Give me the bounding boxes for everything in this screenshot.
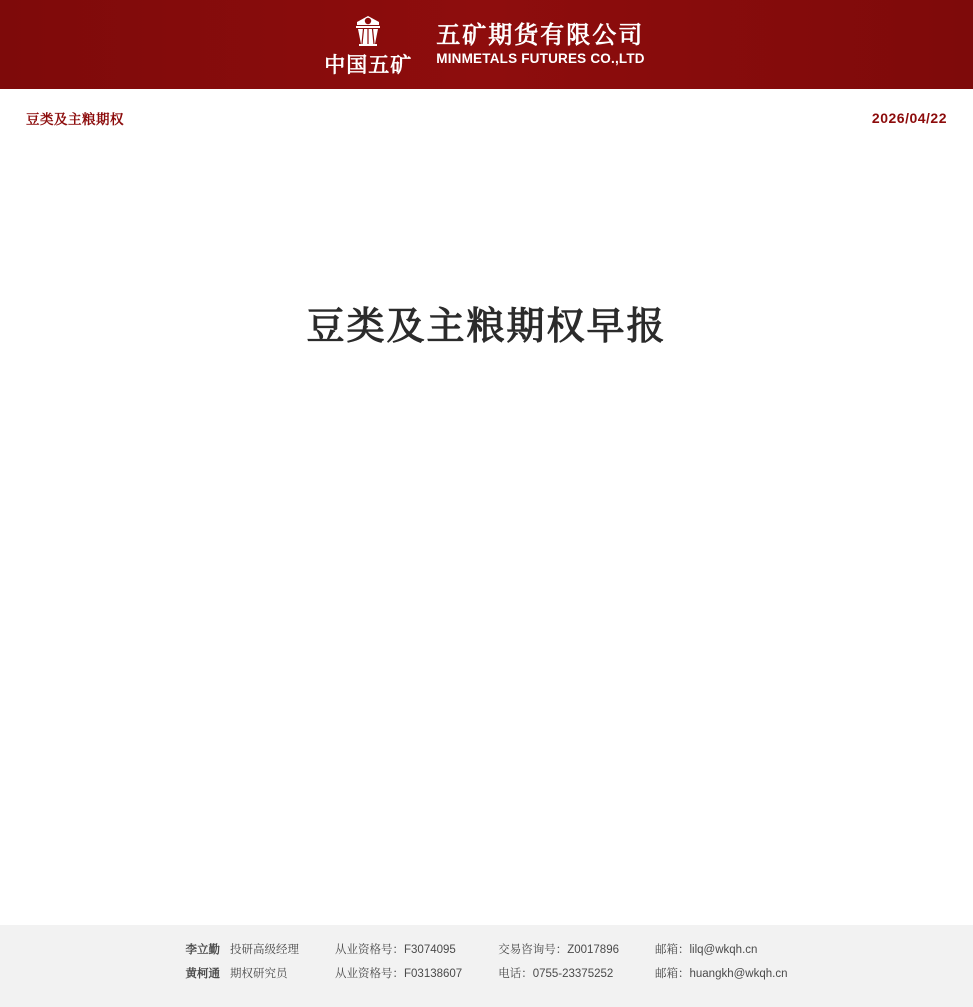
analyst-contact: 邮箱：lilq@wkqh.cn bbox=[655, 944, 758, 956]
logo-block bbox=[316, 13, 420, 76]
analyst-name: 黄柯通 bbox=[185, 968, 220, 980]
report-category: 豆类及主粮期权 bbox=[26, 112, 124, 127]
analyst-extra: 电话：0755-23375252 bbox=[498, 968, 614, 980]
page-title: 豆类及主粮期权早报 bbox=[306, 306, 667, 348]
minmetals-wheel-logo-icon bbox=[348, 13, 388, 53]
footer-contacts-table bbox=[186, 937, 788, 985]
analyst-extra: 交易咨询号：Z0017896 bbox=[498, 944, 619, 956]
analyst-license: 从业资格号：F03138607 bbox=[335, 968, 463, 980]
brand-lockup bbox=[316, 13, 644, 76]
table-row bbox=[186, 961, 788, 985]
table-row bbox=[186, 937, 788, 961]
page-footer bbox=[0, 925, 973, 1007]
analyst-contact: 邮箱：huangkh@wkqh.cn bbox=[655, 968, 788, 980]
analyst-role: 期权研究员 bbox=[230, 968, 288, 980]
analyst-name: 李立勤 bbox=[185, 944, 220, 956]
company-name-cn: 五矿期货有限公司 bbox=[436, 21, 645, 49]
analyst-role: 投研高级经理 bbox=[230, 944, 299, 956]
brand-text bbox=[434, 22, 644, 68]
company-name-en: MINMETALS FUTURES CO.,LTD bbox=[436, 51, 645, 67]
document-body bbox=[0, 147, 973, 925]
subheader-bar bbox=[0, 89, 973, 147]
logo-cn-text: 中国五矿 bbox=[324, 54, 413, 77]
report-date: 2026/04/22 bbox=[871, 110, 947, 126]
page-header bbox=[0, 0, 973, 89]
analyst-license: 从业资格号：F3074095 bbox=[335, 944, 456, 956]
